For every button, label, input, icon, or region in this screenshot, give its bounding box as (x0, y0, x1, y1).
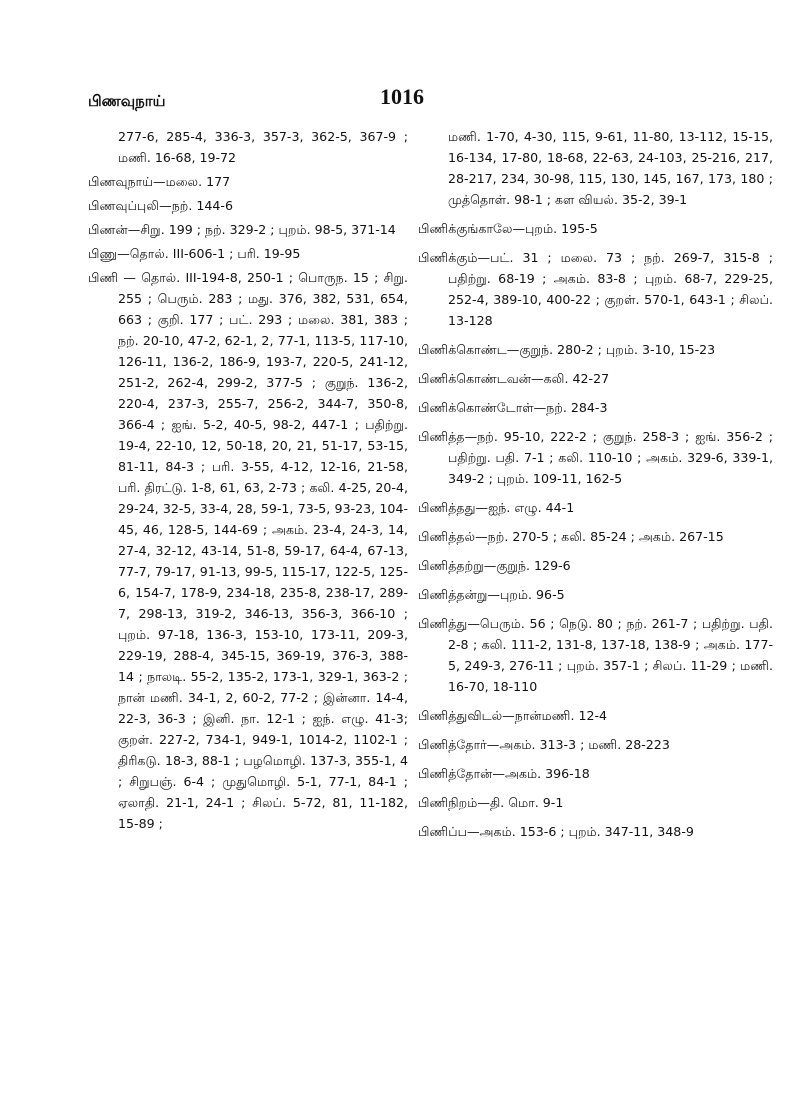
page-number: 1016 (380, 84, 424, 109)
index-entry: பிணித்த—நற். 95-10, 222-2 ; குறுந். 258-3 ; ஐங். 356-2 ; பதிற்று. பதி. 7-1 ; கலி. 110-10 ; அகம். 329-6, 339-1, 349-2 ; புறம். 109-11, 162-5 (418, 429, 773, 486)
index-entry: பிணவுப்புலி—நற். 144-6 (88, 198, 233, 213)
index-entry: மணி. 1-70, 4-30, 115, 9-61, 11-80, 13-112, 15-15, 16-134, 17-80, 18-68, 22-63, 24-103, 25-216, 217, 28-217, 234, 30-98, 115, 130, 145, 167, 173, 180 ; முத்தொள். 98-1 ; கள வியல். 35-2, 39-1 (448, 129, 773, 207)
index-entry: பிணிக்குங்காலே—புறம். 195-5 (418, 221, 598, 236)
index-entry: பிணித்தோர்—அகம். 313-3 ; மணி. 28-223 (418, 737, 670, 752)
index-entry: பிணன்—சிறு. 199 ; நற். 329-2 ; புறம். 98-5, 371-14 (88, 222, 396, 237)
index-entry: பிணிக்கும்—பட். 31 ; மலை. 73 ; நற். 269-7, 315-8 ; பதிற்று. 68-19 ; அகம். 83-8 ; புறம். 68-7, 229-25, 252-4, 389-10, 400-22 ; குறள். 570-1, 643-1 ; சிலப். 13-128 (418, 250, 773, 328)
running-head: பிணவுநாய் (88, 92, 166, 110)
index-entry: 277-6, 285-4, 336-3, 357-3, 362-5, 367-9 ; மணி. 16-68, 19-72 (118, 129, 408, 165)
index-entry: பிணிப்ப—அகம். 153-6 ; புறம். 347-11, 348-9 (418, 824, 694, 839)
index-entry: பிணித்தல்—நற். 270-5 ; கலி. 85-24 ; அகம். 267-15 (418, 529, 724, 544)
index-entry: பிணித்தன்று—புறம். 96-5 (418, 587, 565, 602)
index-entry: பிணித்துவிடல்—நான்மணி. 12-4 (418, 708, 608, 723)
index-entry: பிணித்து—பெரும். 56 ; நெடு. 80 ; நற். 261-7 ; பதிற்று. பதி. 2-8 ; கலி. 111-2, 131-8, 137-18, 138-9 ; அகம். 177-5, 249-3, 276-11 ; புறம். 357-1 ; சிலப். 11-29 ; மணி. 16-70, 18-110 (418, 616, 773, 694)
index-entry: பிணித்தோன்—அகம். 396-18 (418, 766, 590, 781)
left-column (88, 126, 408, 837)
index-entry: பிணிக்கொண்டவன்—கலி. 42-27 (418, 371, 610, 386)
index-entry: பிணு—தொல். III-606-1 ; பரி. 19-95 (88, 246, 301, 261)
index-entry: பிணவுநாய்—மலை. 177 (88, 174, 231, 189)
index-entry: பிணித்தற்று—குறுந். 129-6 (418, 558, 571, 573)
index-entry: பிணிநிறம்—தி. மொ. 9-1 (418, 795, 564, 810)
index-entry: பிணி — தொல். III-194-8, 250-1 ; பொருந. 15 ; சிறு. 255 ; பெரும். 283 ; மது. 376, 382, 531, 654, 663 ; குறி. 177 ; பட். 293 ; மலை. 381, 383 ; நற். 20-10, 47-2, 62-1, 2, 77-1, 113-5, 117-10, 126-11, 136-2, 186-9, 193-7, 220-5, 241-12, 251-2, 262-4, 299-2, 377-5 ; குறுந். 136-2, 220-4, 237-3, 255-7, 256-2, 344-7, 350-8, 366-4 ; ஐங். 5-2, 40-5, 98-2, 447-1 ; பதிற்று. 19-4, 22-10, 12, 50-18, 20, 21, 51-17, 53-15, 81-11, 84-3 ; பரி. 3-55, 4-12, 12-16, 21-58, பரி. திரட்டு. 1-8, 61, 63, 2-73 ; கலி. 4-25, 20-4, 29-24, 32-5, 33-4, 28, 59-1, 73-5, 93-23, 104-45, 46, 128-5, 144-69 ; அகம். 23-4, 24-3, 14, 27-4, 32-12, 43-14, 51-8, 59-17, 64-4, 67-13, 77-7, 79-17, 91-13, 99-5, 115-17, 122-5, 125-6, 154-7, 178-9, 234-18, 235-8, 238-17, 289-7, 298-13, 319-2, 346-13, 356-3, 366-10 ; புறம். 97-18, 136-3, 153-10, 173-11, 209-3, 229-19, 288-4, 345-15, 369-19, 376-3, 388-14 ; நாலடி. 55-2, 135-2, 173-1, 329-1, 363-2 ; நான் மணி. 34-1, 2, 60-2, 77-2 ; இன்னா. 14-4, 22-3, 36-3 ; இனி. நா. 12-1 ; ஐந். எழு. 41-3; குறள். 227-2, 734-1, 949-1, 1014-2, 1102-1 ; திரிகடு. 18-3, 88-1 ; பழமொழி. 137-3, 355-1, 4 ; சிறுபஞ். 6-4 ; முதுமொழி. 5-1, 77-1, 84-1 ; ஏலாதி. 21-1, 24-1 ; சிலப். 5-72, 81, 11-182, 15-89 ; (88, 270, 408, 831)
right-column (418, 126, 773, 850)
index-entry: பிணிக்கொண்டோள்—நற். 284-3 (418, 400, 608, 415)
index-entry: பிணித்தது—ஐந். எழு. 44-1 (418, 500, 575, 515)
index-entry: பிணிக்கொண்ட—குறுந். 280-2 ; புறம். 3-10, 15-23 (418, 342, 716, 357)
